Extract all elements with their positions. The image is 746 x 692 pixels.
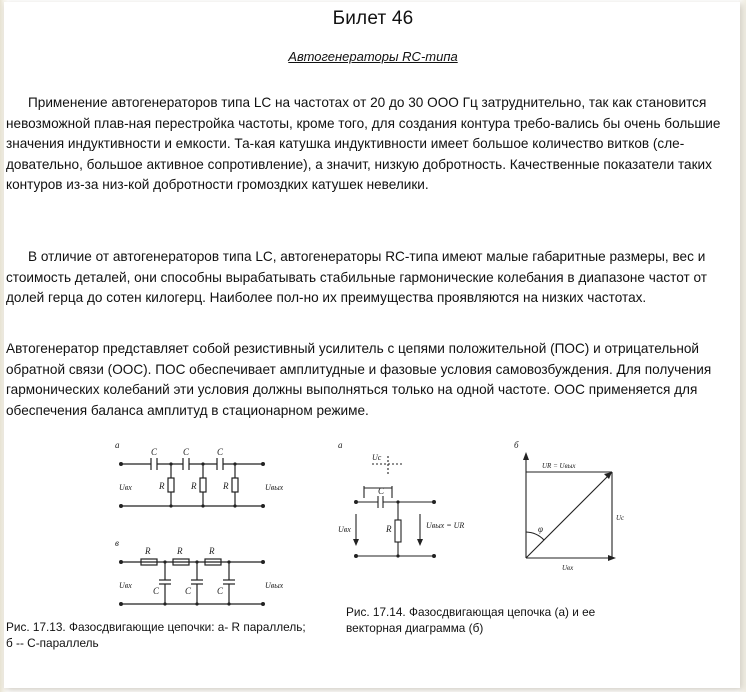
- fig1-capacitor-label-2: C: [183, 447, 190, 457]
- fig1-a-input-voltage: Uвх: [119, 483, 132, 492]
- fig1-capacitor-label-3: C: [217, 447, 224, 457]
- fig1-capacitor-label-1: C: [151, 447, 158, 457]
- fig1-resistor-label-3: R: [223, 481, 229, 491]
- figure-vector-diagram: [512, 436, 652, 581]
- fig3-uc-vector-label: Uc: [616, 514, 625, 522]
- fig1-b-resistor-label-1: R: [145, 546, 151, 556]
- fig3-label-b: б: [514, 440, 519, 450]
- fig1-b-input-voltage: Uвх: [119, 581, 132, 590]
- fig2-uc-label: Uc: [372, 453, 382, 462]
- figure-caption-17-14: Рис. 17.14. Фазосдвигающая цепочка (а) и ее векторная диаграмма (б): [346, 605, 596, 635]
- fig1-b-resistor-label-3: R: [209, 546, 215, 556]
- fig1-b-capacitor-label-1: C: [153, 586, 160, 596]
- fig1-b-capacitor-label-2: C: [185, 586, 192, 596]
- fig1-b-output-voltage: Uвых: [265, 581, 283, 590]
- fig2-label-a: а: [338, 440, 343, 450]
- paragraph-rc-advantages: В отличие от автогенераторов типа LC, автогенераторы RC-типа имеют малые габаритные размеры, вес и стоимость деталей, они способны вырабатывать стабильные гармонические колебания в диапазоне частот от долей герца до сотен килогерц. Наиболее пол-но их преимущества проявляются на низких частотах.: [6, 249, 708, 305]
- page-subtitle: Автогенераторы RC-типа: [288, 49, 458, 64]
- fig1-b-resistor-label-2: R: [177, 546, 183, 556]
- fig2-output-voltage: Uвых = UR: [426, 521, 465, 530]
- figure-phase-shift-chains: [113, 436, 283, 621]
- fig1-a-output-voltage: Uвых: [265, 483, 283, 492]
- figure-caption-17-13: Рис. 17.13. Фазосдвигающие цепочки: а- R параллель; б -- С-параллель: [6, 620, 306, 650]
- fig2-input-voltage: Uвх: [338, 525, 351, 534]
- fig1-label-b: в: [115, 538, 119, 548]
- fig1-label-a: а: [115, 440, 120, 450]
- fig1-resistor-label-2: R: [191, 481, 197, 491]
- paragraph-generator-structure: Автогенератор представляет собой резистивный усилитель с цепями положительной (ПОС) и отрицательной обратной связи (ООС). ПОС обеспечивает амплитудные и фазовые условия самовозбуждения. Для получения гармонических колебаний эти условия должны выполняться только на одной частоте. ООС применяется для обеспечения баланса амплитуд в стационарном режиме.: [6, 341, 712, 418]
- fig3-input-vector-label: Uвх: [562, 564, 574, 572]
- fig3-ur-vector-label: UR = Uвых: [542, 462, 576, 470]
- fig2-capacitor-label: C: [378, 486, 385, 496]
- fig1-b-capacitor-label-3: C: [217, 586, 224, 596]
- fig3-phi-label: φ: [538, 524, 543, 534]
- paragraph-lc-limitations: Применение автогенераторов типа LC на частотах от 20 до 30 ООО Гц затруднительно, так как становится невозможной плав-ная перестройка частоты, кроме того, для создания контура требо-вались бы очень большие значения индуктивности и емкости. Та-кая катушка индуктивности имеет большое количество витков (сле-довательно, большое активное сопротивление), а значит, низкую добротность. Качественные показатели таких контуров из-за низ-кой добротности громоздких катушек невелики.: [6, 95, 721, 192]
- fig2-resistor-label: R: [386, 524, 392, 534]
- page-title: Билет 46: [332, 8, 414, 29]
- fig1-resistor-label-1: R: [159, 481, 165, 491]
- figure-rc-circuit: [336, 436, 486, 571]
